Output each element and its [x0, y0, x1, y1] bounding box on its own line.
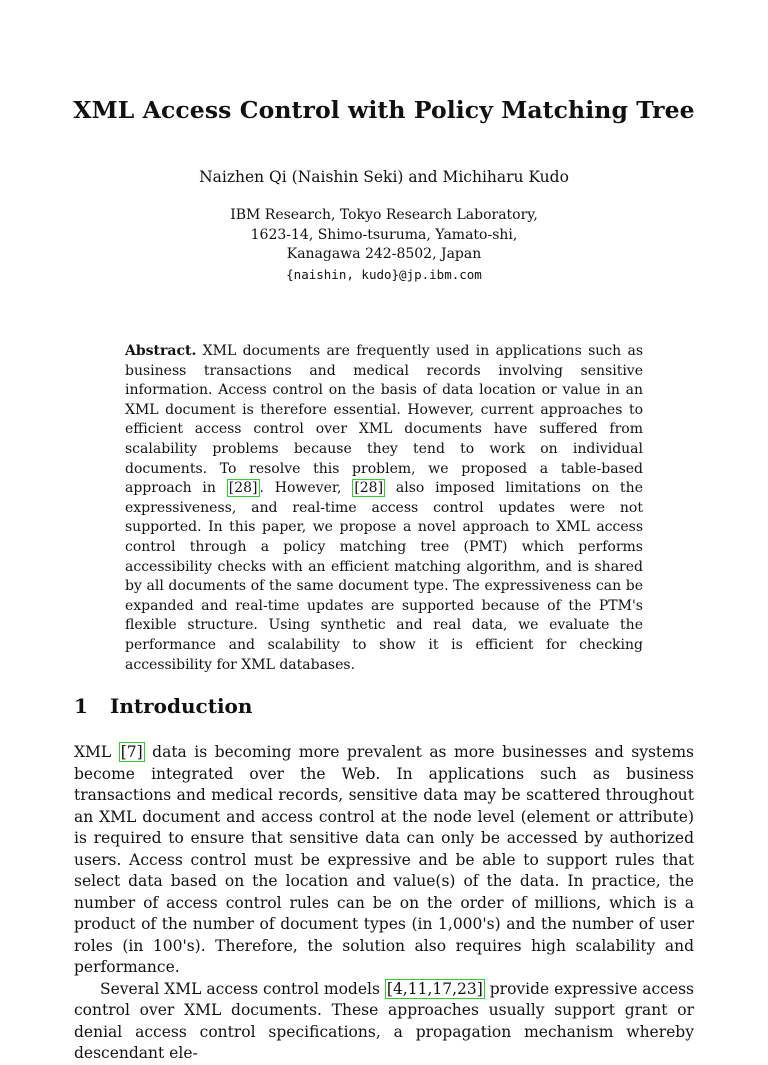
citation-link-28-second[interactable]: [28]: [354, 480, 384, 497]
section-title: Introduction: [110, 694, 253, 718]
paper-title: XML Access Control with Policy Matching Tree: [73, 96, 695, 124]
affiliation-line-3: Kanagawa 242-8502, Japan: [286, 246, 482, 262]
section-heading-introduction: [74, 694, 252, 718]
affiliation-line-2: 1623-14, Shimo-tsuruma, Yamato-shi,: [250, 226, 518, 243]
citation-link-4-11-17-23[interactable]: [4,11,17,23]: [386, 979, 483, 998]
paragraph-2: [74, 979, 694, 1065]
paragraph-2-text-a: Several XML access control models: [100, 979, 385, 998]
citation-link-28[interactable]: [28]: [228, 480, 258, 497]
citation-link-7[interactable]: [7]: [120, 743, 143, 761]
author-email: {naishin, kudo}@jp.ibm.com: [286, 266, 482, 282]
affiliation: [0, 206, 768, 284]
authors: Naizhen Qi (Naishin Seki) and Michiharu Kudo: [199, 168, 569, 186]
abstract-text-3: also imposed limitations on the expressiveness, and real-time access control updates were not supported. In this paper, we propose a novel approach to XML access control through a policy matching tree (PMT) which performs accessibility checks with an efficient matching algorithm, and is shared by all documents of the same document type. The expressiveness can be expanded and real-time updates are supported because of the PTM's flexible structure. Using synthetic and real data, we evaluate the performance and scalability to show it is efficient for checking accessibility for XML databases.: [125, 480, 643, 673]
abstract-text-2: . However,: [259, 480, 353, 497]
paragraph-1: [74, 742, 694, 979]
section-number: 1: [74, 694, 88, 718]
affiliation-line-1: IBM Research, Tokyo Research Laboratory,: [230, 207, 538, 223]
abstract-label: Abstract.: [125, 343, 197, 359]
paragraph-1-text-b: data is becoming more prevalent as more businesses and systems become integrated over the Web. In applications such as business transactions and medical records, sensitive data may be scattered throughout an XML document and access control at the node level (element or attribute) is required to ensure that sensitive data can only be accessed by authorized users. Access control must be expressive and be able to support rules that select data based on the location and value(s) of the data. In practice, the number of access control rules can be on the order of millions, which is a product of the number of document types (in 1,000's) and the number of user roles (in 100's). Therefore, the solution also requires high scalability and performance.: [74, 743, 694, 976]
body-text: [74, 742, 694, 1065]
paragraph-2-text-b: provide expressive access control over XML documents. These approaches usually support grant or denial access control specifications, a propagation mechanism whereby descendant ele-: [74, 979, 694, 1062]
paragraph-1-text-a: XML: [74, 743, 119, 761]
abstract-text-1: XML documents are frequently used in applications such as business transactions and medical records involving sensitive information. Access control on the basis of data location or value in an XML document is therefore essential. However, current approaches to efficient access control over XML documents have suffered from scalability problems because they tend to work on individual documents. To resolve this problem, we proposed a table-based approach in: [125, 343, 644, 497]
abstract: [125, 342, 643, 675]
